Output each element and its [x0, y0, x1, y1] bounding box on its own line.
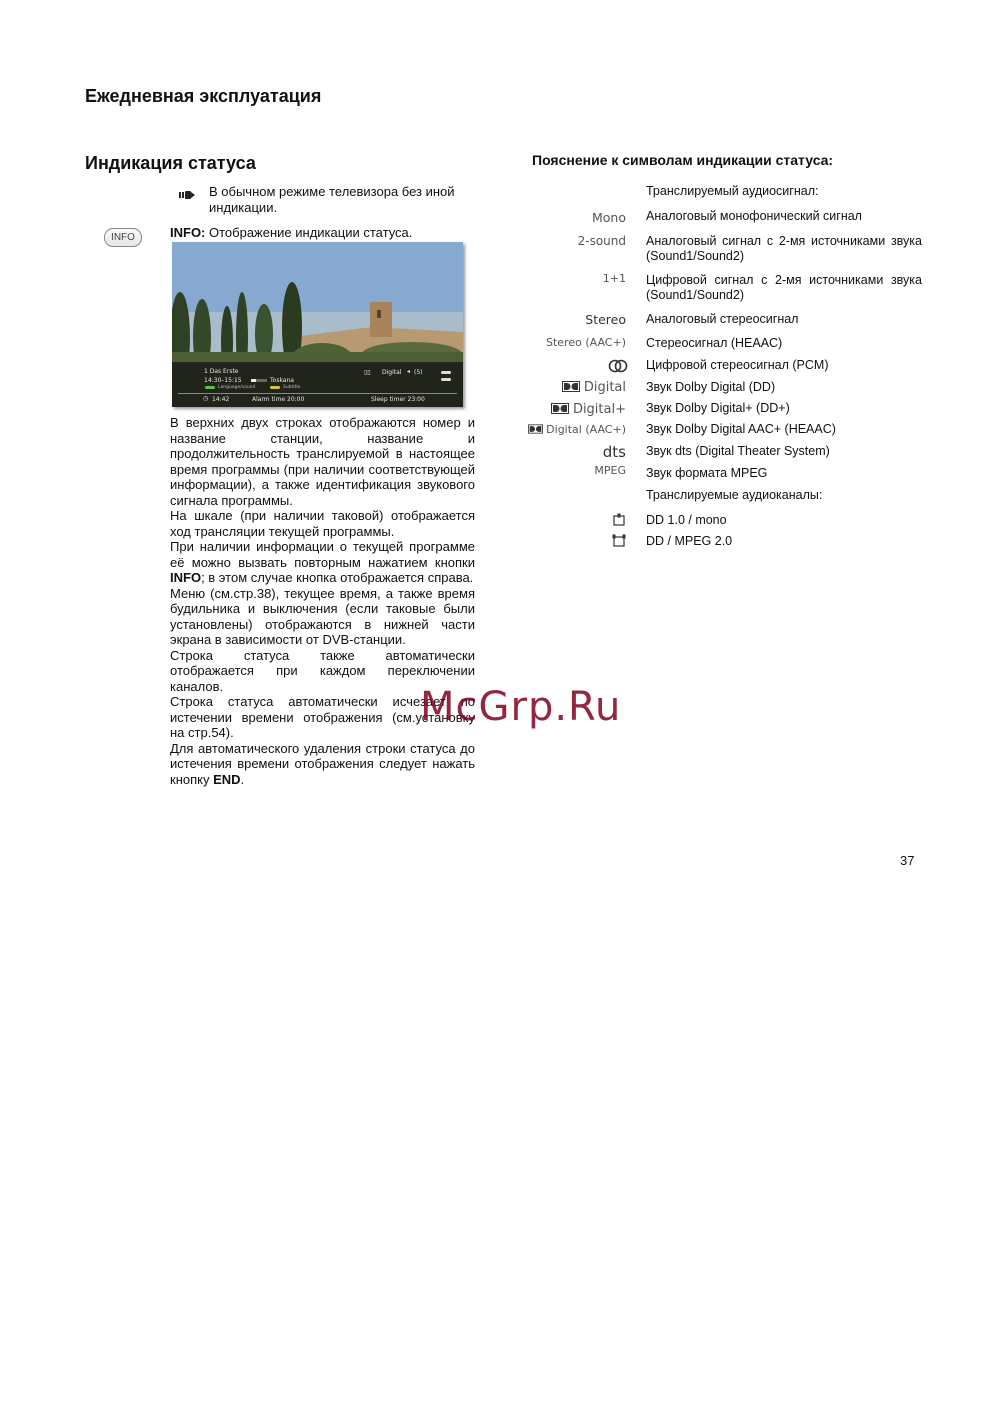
section-title: Индикация статуса	[85, 153, 256, 173]
symbol-label: Digital+	[572, 402, 626, 417]
osd-audio: Digital	[382, 369, 402, 376]
desc-stereo: Аналоговый стереосигнал	[646, 312, 799, 326]
symbol-mono: Mono	[591, 210, 626, 225]
page-number: 37	[900, 853, 915, 868]
osd-end-button	[441, 378, 451, 381]
stereo-rings-icon	[608, 359, 628, 373]
symbol-stereo-aac: Stereo (AAC+)	[546, 336, 626, 349]
paragraph: В верхних двух строках отображаются номер и название станции, название и продолжительность транслируемой в настоящее время программы (при наличии соответствующей информации), а также идентификация звукового сигнала программы.	[170, 415, 475, 508]
paragraph	[170, 539, 475, 586]
paragraph-text: .	[240, 771, 245, 787]
osd-clock-icon: ◷	[203, 395, 209, 402]
symbol-mpeg: MPEG	[594, 464, 626, 477]
osd-info-button	[441, 371, 451, 374]
paragraph: Строка статуса также автоматически отображается при каждом переключении каналов.	[170, 647, 475, 694]
paragraph: На шкале (при наличии таковой) отображается ход трансляции текущей программы.	[170, 508, 475, 539]
dolby-icon	[528, 424, 543, 434]
watermark: McGrp.Ru	[420, 684, 622, 730]
osd-progress-bar	[251, 379, 267, 382]
body-text	[170, 415, 475, 787]
audio-signal-header: Транслируемый аудиосигнал:	[646, 184, 819, 198]
symbol-dolby-digital-aac	[528, 423, 626, 436]
osd-clock: 14:42	[212, 396, 230, 403]
page-heading: Ежедневная эксплуатация	[85, 86, 322, 106]
osd-alarm: Alarm time 20:00	[252, 396, 305, 403]
osd-program: Toskana	[270, 377, 294, 384]
status-bar	[172, 362, 463, 407]
osd-time-range: 14:30–15:15	[204, 377, 242, 384]
osd-channel: 1 Das Erste	[204, 368, 239, 375]
osd-yellow-key	[270, 386, 280, 389]
osd-lang-label: Language/sound	[218, 385, 256, 390]
symbol-stereo: Stereo	[585, 312, 626, 327]
symbol-label: Digital (AAC+)	[546, 423, 626, 436]
legend-title: Пояснение к символам индикации статуса:	[532, 152, 834, 168]
symbol-1plus1: 1+1	[602, 272, 626, 285]
symbol-dolby-digital	[562, 380, 626, 395]
end-key-name: END	[213, 771, 241, 787]
normal-mode-text: В обычном режиме телевизора без иной индикации.	[209, 184, 455, 215]
paragraph-text: Для автоматического удаления строки статуса до истечения времени отображения следует нажать кнопку	[170, 740, 475, 787]
paragraph	[170, 741, 475, 788]
info-bold: INFO:	[170, 225, 206, 240]
osd-subtitle-label: Subtitle	[283, 385, 301, 390]
speaker-mono-icon	[612, 513, 626, 526]
speaker-stereo-icon	[612, 534, 626, 547]
info-key-name: INFO	[170, 570, 202, 585]
desc-1plus1: Цифровой сигнал с 2-мя источниками звука (Sound1/Sound2)	[646, 273, 922, 302]
desc-stereo-channel: DD / MPEG 2.0	[646, 534, 733, 548]
paragraph-text: ; в этом случае кнопка отображается справа.	[201, 570, 474, 585]
desc-pcm: Цифровой стереосигнал (PCM)	[646, 358, 829, 372]
osd-divider	[178, 393, 457, 394]
desc-2-sound: Аналоговый сигнал с 2-мя источниками звука (Sound1/Sound2)	[646, 234, 922, 263]
osd-volume: (5)	[414, 369, 423, 376]
osd-volume-icon: ◂	[407, 368, 411, 375]
desc-mono-channel: DD 1.0 / mono	[646, 513, 727, 527]
symbol-dolby-digital-plus	[551, 402, 626, 417]
info-text: Отображение индикации статуса.	[205, 225, 413, 240]
pointing-hand-icon	[179, 190, 195, 200]
symbol-dts: dts	[602, 443, 626, 461]
osd-dolby-icon: ▯▯	[364, 369, 371, 376]
desc-dts: Звук dts (Digital Theater System)	[646, 444, 830, 458]
desc-mpeg: Звук формата MPEG	[646, 466, 768, 480]
osd-progress-fill	[251, 379, 256, 382]
desc-mono: Аналоговый монофонический сигнал	[646, 209, 862, 223]
desc-dd-aac: Звук Dolby Digital AAC+ (HEAAC)	[646, 422, 836, 436]
paragraph-text: При наличии информации о текущей программе её можно вызвать повторным нажатием кнопки	[170, 539, 475, 570]
osd-sleep: Sleep timer 23:00	[371, 396, 425, 403]
info-key-icon: INFO	[104, 228, 142, 247]
info-description	[170, 225, 412, 240]
dolby-icon	[562, 381, 580, 392]
paragraph: Меню (см.стр.38), текущее время, а также время будильника и выключения (если таковые были установлены) отображаются в нижней части экрана в зависимости от DVB-станции.	[170, 585, 475, 647]
audio-channels-header: Транслируемые аудиоканалы:	[646, 488, 823, 502]
dolby-icon	[551, 403, 569, 414]
desc-ddplus: Звук Dolby Digital+ (DD+)	[646, 401, 790, 415]
tv-status-screenshot	[172, 242, 463, 407]
desc-dd: Звук Dolby Digital (DD)	[646, 380, 776, 394]
symbol-2-sound: 2-sound	[577, 234, 626, 248]
symbol-label: Digital	[583, 380, 626, 395]
desc-stereo-aac: Стереосигнал (HEAAC)	[646, 336, 783, 350]
paragraph: Строка статуса автоматически исчезает по истечении времени отображения (см.установку на стр.54).	[170, 694, 475, 740]
osd-green-key	[205, 386, 215, 389]
